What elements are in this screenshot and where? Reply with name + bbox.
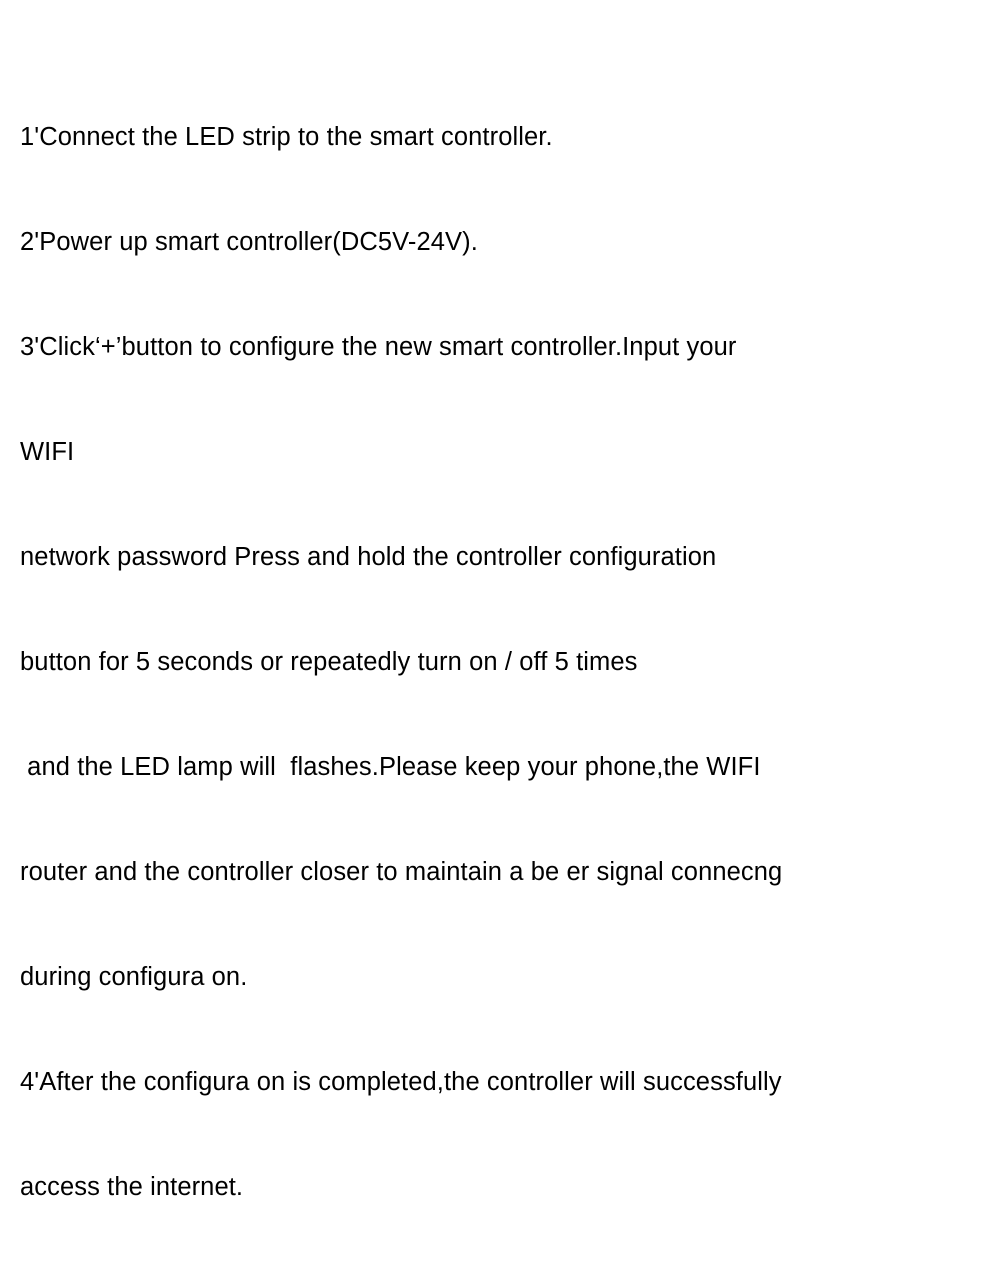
instruction-line: access the internet. — [20, 1173, 244, 1201]
instruction-line: WIFI — [20, 438, 75, 466]
instruction-line: button for 5 seconds or repeatedly turn on / off 5 times — [20, 648, 638, 676]
instruction-line: 3'Click‘+’button to configure the new smart controller.Input your — [20, 333, 737, 361]
instruction-line: during configura on. — [20, 963, 248, 991]
instruction-line: network password Press and hold the controller configuration — [20, 543, 717, 571]
instruction-line: 2'Power up smart controller(DC5V-24V). — [20, 228, 478, 256]
instruction-line: router and the controller closer to maintain a be er signal connecng — [20, 858, 783, 886]
instruction-line: 4'After the configura on is completed,the controller will successfully — [20, 1068, 782, 1096]
instructions-block — [20, 50, 980, 1275]
instruction-line: 1'Connect the LED strip to the smart controller. — [20, 123, 553, 151]
instruction-line: and the LED lamp will flashes.Please keep your phone,the WIFI — [20, 753, 761, 781]
